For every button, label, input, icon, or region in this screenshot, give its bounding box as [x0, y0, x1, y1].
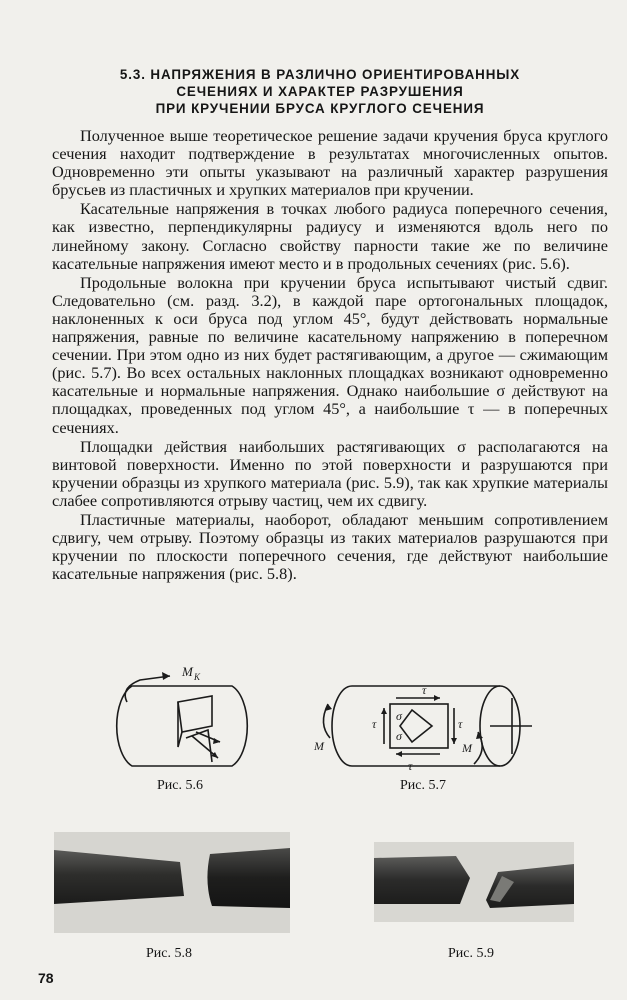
section-heading-line: ПРИ КРУЧЕНИИ БРУСА КРУГЛОГО СЕЧЕНИЯ [155, 101, 485, 116]
section-heading-line: 5.3. НАПРЯЖЕНИЯ В РАЗЛИЧНО ОРИЕНТИРОВАННЫХ [119, 67, 521, 82]
body-text [52, 127, 608, 584]
section-heading-line: СЕЧЕНИЯХ И ХАРАКТЕР РАЗРУШЕНИЯ [176, 84, 464, 99]
figure-5-6 [100, 662, 260, 772]
figure-5-9-caption: Рис. 5.9 [448, 946, 494, 961]
tau-label-left: τ [372, 717, 377, 731]
figure-5-7-drawing [312, 678, 542, 778]
sigma-label-top: σ [396, 709, 402, 723]
figure-5-6-drawing [100, 662, 260, 772]
moment-label-right: M [462, 741, 472, 755]
paragraph: Касательные напряжения в точках любого радиуса поперечного сечения, как известно, перпендикулярны радиусу и изменяются вдоль него по линейному закону. Согласно свойству парности такие же по величине касательные напряжения имеют место и в продольных сечениях (рис. 5.6). [52, 199, 608, 273]
figure-5-9-photo [374, 842, 574, 922]
paragraph: Продольные волокна при кручении бруса испытывают чистый сдвиг. Следовательно (см. разд. 3.2), в каждой паре ортогональных площадок, наклоненных к оси бруса под углом 45°, будут действовать нормальные напряжения, равные по величине касательному напряжению в поперечном сечении. При этом одно из них будет растягивающим, а другое — сжимающим (рис. 5.7). Во всех остальных наклонных площадках возникают одновременно касательные и нормальные напряжения. Однако наибольшие σ действуют на площадках, проведенных под углом 45°, а наибольшие τ — в поперечных сечениях. [52, 272, 608, 437]
section-heading [90, 66, 550, 117]
figure-5-7 [312, 678, 542, 778]
figure-5-7-caption: Рис. 5.7 [400, 778, 446, 793]
paragraph: Полученное выше теоретическое решение задачи кручения бруса круглого сечения находит подтверждение в результатах многочисленных опытов. Одновременно эти опыты указывают на различный характер разрушения брусьев из пластичных и хрупких материалов при кручении. [52, 126, 608, 200]
page-number: 78 [38, 970, 54, 986]
sigma-label-bottom: σ [396, 729, 402, 743]
figure-5-8-caption: Рис. 5.8 [146, 946, 192, 961]
moment-subscript: К [194, 672, 200, 682]
moment-label-left: M [314, 739, 324, 753]
tau-label-right: τ [458, 717, 463, 731]
paragraph: Площадки действия наибольших растягивающих σ располагаются на винтовой поверхности. Именно по этой поверхности и разрушаются при кручении образцы из хрупкого материала (рис. 5.9), так как хрупкие материалы слабее сопротивляются отрыву частиц, чем их сдвигу. [52, 436, 608, 510]
tau-label-bottom: τ [408, 759, 413, 773]
paragraph: Пластичные материалы, наоборот, обладают меньшим сопротивлением сдвигу, чем отрыву. Поэтому образцы из таких материалов разрушаются при кручении по плоскости поперечного сечения, где действуют наибольшие касательные напряжения (рис. 5.8). [52, 509, 608, 584]
moment-label: M [182, 664, 193, 679]
tau-label-top: τ [422, 683, 427, 697]
ductile-fracture-specimen-image [54, 832, 290, 933]
figure-5-8-photo [54, 832, 290, 933]
brittle-fracture-specimen-image [374, 842, 574, 922]
figure-5-6-caption: Рис. 5.6 [157, 778, 203, 793]
